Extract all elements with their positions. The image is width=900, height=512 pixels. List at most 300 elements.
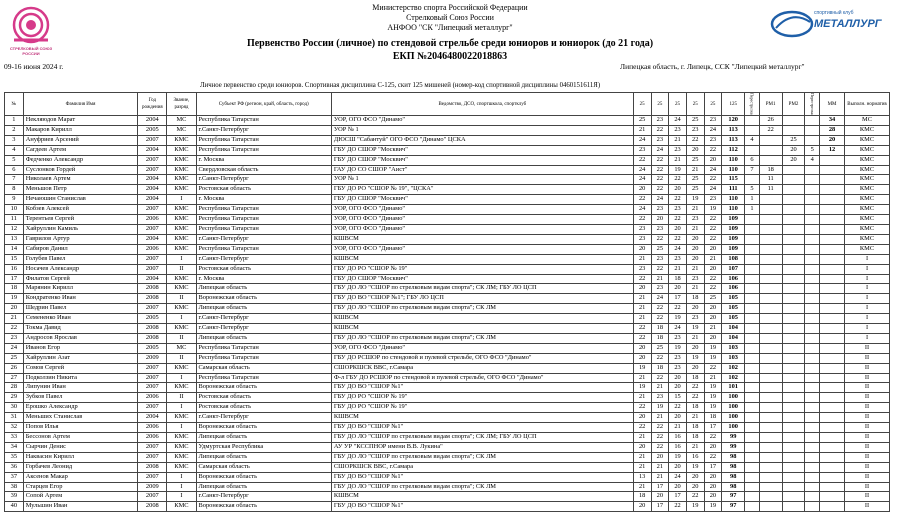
table-cell: Андросов Ярослав [23, 333, 138, 343]
table-cell [805, 254, 820, 264]
table-cell: II [845, 343, 890, 353]
table-cell [759, 482, 782, 492]
table-cell [745, 254, 760, 264]
table-cell: 20 [704, 155, 722, 165]
table-cell: 20 [633, 413, 651, 423]
competition-title: Первенство России (личное) по стендовой стрельбе среди юниоров и юниорок (до 21 года) [246, 38, 654, 49]
table-cell: 6 [5, 165, 24, 175]
table-cell [805, 353, 820, 363]
table-cell: 23 [686, 274, 704, 284]
table-row [5, 175, 890, 185]
table-cell: 2005 [138, 343, 167, 353]
table-row [5, 442, 890, 452]
table-cell: II [845, 462, 890, 472]
table-cell: 2007 [138, 264, 167, 274]
table-cell: 20 [686, 304, 704, 314]
table-cell: 2004 [138, 185, 167, 195]
table-cell [782, 324, 805, 334]
table-cell: Ерошко Александр [23, 403, 138, 413]
table-cell: Шедрин Павел [23, 304, 138, 314]
table-cell: 28 [820, 125, 845, 135]
table-cell: 25 [704, 294, 722, 304]
table-cell: КМС [167, 363, 196, 373]
table-cell: 18 [686, 294, 704, 304]
table-cell [820, 274, 845, 284]
table-cell: 112 [722, 145, 745, 155]
table-cell: Токма Давид [23, 324, 138, 334]
table-cell: 6 [745, 155, 760, 165]
table-row [5, 264, 890, 274]
table-cell: 22 [704, 175, 722, 185]
table-cell: 27 [5, 373, 24, 383]
table-cell: 21 [651, 274, 669, 284]
table-cell [745, 363, 760, 373]
table-cell: 15 [5, 254, 24, 264]
table-cell [745, 145, 760, 155]
table-cell: I [167, 373, 196, 383]
table-cell: Республика Татарстан [196, 215, 331, 225]
table-cell: 2004 [138, 195, 167, 205]
table-cell: 18 [686, 403, 704, 413]
table-cell: г.Санкт-Петербург [196, 324, 331, 334]
table-cell [782, 482, 805, 492]
table-cell: 2 [5, 125, 24, 135]
table-cell: 21 [686, 264, 704, 274]
column-header: Фамилия Имя [23, 93, 138, 116]
table-cell: Воронежская область [196, 472, 331, 482]
left-logo-label: СТРЕЛКОВЫЙ СОЮЗ РОССИИ [9, 46, 53, 56]
table-cell: 22 [669, 502, 687, 512]
table-cell: АУ УР "КССПНОР имени В.В. Лукина" [331, 442, 633, 452]
table-cell: 22 [633, 195, 651, 205]
table-cell [782, 393, 805, 403]
table-cell: 11 [5, 215, 24, 225]
table-cell: КМС [845, 125, 890, 135]
table-cell: КШВСМ [331, 324, 633, 334]
table-cell: 21 [669, 135, 687, 145]
table-cell: 24 [669, 116, 687, 126]
table-cell: 22 [704, 284, 722, 294]
table-cell: 25 [686, 175, 704, 185]
table-cell [759, 433, 782, 443]
table-cell [805, 462, 820, 472]
table-cell [805, 324, 820, 334]
table-cell [782, 264, 805, 274]
table-cell: 21 [669, 264, 687, 274]
table-cell: 105 [722, 304, 745, 314]
table-cell: 24 [651, 145, 669, 155]
table-cell: 2007 [138, 304, 167, 314]
table-cell [759, 195, 782, 205]
table-cell: II [845, 383, 890, 393]
table-cell [759, 462, 782, 472]
table-cell [805, 393, 820, 403]
table-cell: 20 [782, 155, 805, 165]
table-cell [805, 403, 820, 413]
table-cell: 99 [722, 442, 745, 452]
table-cell: 11 [759, 175, 782, 185]
table-cell [820, 185, 845, 195]
table-cell: 22 [651, 185, 669, 195]
table-cell: Свердловская область [196, 165, 331, 175]
table-cell [759, 215, 782, 225]
table-cell: Меньших Станислав [23, 413, 138, 423]
table-cell: 20 [782, 145, 805, 155]
table-cell: 24 [704, 125, 722, 135]
table-cell: 21 [686, 333, 704, 343]
table-cell: 21 [633, 125, 651, 135]
table-cell: 16 [686, 452, 704, 462]
table-cell [745, 324, 760, 334]
table-cell: 25 [782, 135, 805, 145]
table-cell: II [845, 363, 890, 373]
table-cell [759, 472, 782, 482]
column-header: 25 [633, 93, 651, 116]
table-cell [805, 304, 820, 314]
table-cell: 22 [633, 155, 651, 165]
table-cell [820, 294, 845, 304]
table-cell: 9 [5, 195, 24, 205]
table-cell: Иванов Егор [23, 343, 138, 353]
table-cell [805, 423, 820, 433]
table-cell [782, 116, 805, 126]
table-cell: 18 [704, 413, 722, 423]
table-cell [805, 373, 820, 383]
table-cell: 23 [5, 333, 24, 343]
table-cell: 23 [651, 116, 669, 126]
table-cell [745, 492, 760, 502]
table-cell: КМС [167, 502, 196, 512]
table-cell [782, 343, 805, 353]
table-cell [782, 462, 805, 472]
table-cell [759, 343, 782, 353]
table-row [5, 165, 890, 175]
table-row [5, 185, 890, 195]
table-cell: КМС [845, 175, 890, 185]
table-cell [782, 195, 805, 205]
table-cell: КМС [845, 185, 890, 195]
table-cell: 22 [704, 363, 722, 373]
table-cell: 22 [651, 155, 669, 165]
table-cell: 5 [805, 145, 820, 155]
table-cell [782, 502, 805, 512]
table-cell: 21 [633, 462, 651, 472]
table-cell: 22 [704, 145, 722, 155]
table-cell: 20 [686, 234, 704, 244]
table-row [5, 403, 890, 413]
table-cell: ГБУ ДО СШОР "Москвич" [331, 145, 633, 155]
table-cell: Николаев Артем [23, 175, 138, 185]
table-row [5, 423, 890, 433]
table-cell: 102 [722, 373, 745, 383]
table-cell: 34 [820, 116, 845, 126]
table-cell [782, 314, 805, 324]
table-cell: 104 [722, 333, 745, 343]
table-cell [759, 373, 782, 383]
table-cell: 20 [704, 244, 722, 254]
table-row [5, 215, 890, 225]
table-cell: 22 [686, 492, 704, 502]
table-cell [759, 284, 782, 294]
table-cell [759, 363, 782, 373]
table-cell: 23 [651, 393, 669, 403]
table-cell [805, 165, 820, 175]
table-cell: 2008 [138, 284, 167, 294]
table-cell: 2007 [138, 373, 167, 383]
table-cell: 113 [722, 135, 745, 145]
table-cell: 22 [669, 304, 687, 314]
table-cell [745, 284, 760, 294]
table-cell [805, 274, 820, 284]
table-cell: Голубев Павел [23, 254, 138, 264]
table-cell: 20 [633, 343, 651, 353]
table-cell: Липецкая область [196, 452, 331, 462]
table-cell [820, 363, 845, 373]
table-cell: КШВСМ [331, 254, 633, 264]
table-cell [820, 155, 845, 165]
table-cell: 22 [704, 234, 722, 244]
table-cell: 25 [633, 116, 651, 126]
table-cell: II [167, 333, 196, 343]
table-cell [805, 294, 820, 304]
table-cell: 7 [5, 175, 24, 185]
table-cell: ГБУ ДО СШОР "Москвич" [331, 155, 633, 165]
table-cell: 21 [669, 155, 687, 165]
table-cell: 16 [669, 433, 687, 443]
table-cell: 18 [686, 433, 704, 443]
table-cell: 20 [704, 472, 722, 482]
table-cell: ГБУ ДО РО "СШОР № 19", "ЦСКА" [331, 185, 633, 195]
table-cell: Республика Татарстан [196, 145, 331, 155]
table-cell: 23 [669, 205, 687, 215]
table-cell [759, 452, 782, 462]
table-cell: КМС [845, 234, 890, 244]
table-cell: 2005 [138, 125, 167, 135]
table-cell [805, 224, 820, 234]
union-name: Стрелковый Союз России [406, 13, 494, 22]
table-cell: 98 [722, 452, 745, 462]
table-cell: 24 [633, 165, 651, 175]
table-cell: КШВСМ [331, 492, 633, 502]
table-cell: 16 [669, 442, 687, 452]
table-cell: 21 [686, 205, 704, 215]
table-cell: 22 [704, 274, 722, 284]
table-cell: КМС [167, 413, 196, 423]
table-cell: 18 [633, 492, 651, 502]
table-cell [820, 393, 845, 403]
table-cell [805, 314, 820, 324]
table-cell: II [845, 492, 890, 502]
column-header: 25 [669, 93, 687, 116]
table-cell: I [845, 284, 890, 294]
table-cell: 20 [686, 145, 704, 155]
table-cell: 25 [686, 185, 704, 195]
table-cell: 23 [651, 284, 669, 294]
column-header: Перестрелка [805, 93, 820, 116]
table-cell: 23 [633, 234, 651, 244]
table-cell: 110 [722, 205, 745, 215]
table-cell: 17 [704, 423, 722, 433]
table-cell [745, 413, 760, 423]
table-cell: 20 [633, 442, 651, 452]
table-row [5, 324, 890, 334]
table-cell: КМС [845, 224, 890, 234]
table-cell: Липунин Иван [23, 383, 138, 393]
table-cell: г.Санкт-Петербург [196, 125, 331, 135]
table-cell: 18 [669, 274, 687, 284]
table-cell: II [845, 373, 890, 383]
table-cell [782, 442, 805, 452]
table-cell: 29 [5, 393, 24, 403]
table-cell: 25 [5, 353, 24, 363]
table-cell: 105 [722, 294, 745, 304]
table-cell: 22 [669, 195, 687, 205]
table-cell: Кобзев Алексей [23, 205, 138, 215]
table-cell: 23 [633, 224, 651, 234]
table-cell: ГБУ ДО ВО "СШОР №1"; ГБУ ЛО ЦСП [331, 294, 633, 304]
table-cell: 106 [722, 274, 745, 284]
table-cell: 22 [651, 175, 669, 185]
table-cell: 97 [722, 502, 745, 512]
table-cell: 22 [651, 423, 669, 433]
column-header: Ведомство, ДСО, спортшкола, спортклуб [331, 93, 633, 116]
table-cell: 12 [820, 145, 845, 155]
table-cell: 21 [669, 423, 687, 433]
table-cell: 4 [805, 155, 820, 165]
table-cell: Воронежская область [196, 423, 331, 433]
table-cell: 22 [651, 264, 669, 274]
discipline-subtitle: Личное первенство среди юниоров. Спортивная дисциплина С-125, скит 125 мишеней (номер-код спортивной дисциплины 0460151611Я) [200, 82, 601, 89]
table-cell: 19 [686, 353, 704, 363]
table-cell: 2007 [138, 155, 167, 165]
table-cell [745, 423, 760, 433]
table-cell: Липецкая область [196, 333, 331, 343]
table-row [5, 393, 890, 403]
table-cell: ГБУ ДО ВО "СШОР №1" [331, 383, 633, 393]
table-cell: I [167, 195, 196, 205]
table-cell: КШВСМ [331, 234, 633, 244]
table-cell: 19 [704, 383, 722, 393]
table-cell [759, 502, 782, 512]
table-cell: Федченко Александр [23, 155, 138, 165]
table-cell: 22 [633, 274, 651, 284]
table-cell [805, 452, 820, 462]
table-cell: 2004 [138, 145, 167, 155]
table-cell [759, 383, 782, 393]
table-cell: 33 [5, 433, 24, 443]
table-cell: 22 [651, 125, 669, 135]
table-cell: 20 [669, 185, 687, 195]
table-cell: 2008 [138, 294, 167, 304]
table-cell: Ростовская область [196, 393, 331, 403]
results-table [4, 92, 890, 512]
table-cell [745, 274, 760, 284]
table-cell [745, 383, 760, 393]
table-cell: ГБУ ДО ЛО "СШОР по стрелковым видам спорта"; СК ЛМ; ГБУ ЛО ЦСП [331, 284, 633, 294]
table-row [5, 116, 890, 126]
table-cell: Сабиров Данил [23, 244, 138, 254]
table-cell: 1 [745, 195, 760, 205]
table-cell [745, 393, 760, 403]
table-cell [820, 205, 845, 215]
table-cell: 2006 [138, 423, 167, 433]
table-cell: 20 [704, 442, 722, 452]
table-cell: Удмуртская Республика [196, 442, 331, 452]
table-cell: Липецкая область [196, 433, 331, 443]
table-cell: II [845, 472, 890, 482]
table-row [5, 304, 890, 314]
table-cell [805, 175, 820, 185]
table-cell: 18 [686, 373, 704, 383]
table-cell: 20 [704, 482, 722, 492]
table-cell: 22 [704, 433, 722, 443]
table-cell: УОР № 1 [331, 125, 633, 135]
table-cell: I [167, 403, 196, 413]
table-cell: II [845, 413, 890, 423]
table-cell: 23 [704, 135, 722, 145]
table-cell [759, 234, 782, 244]
table-cell: 23 [651, 254, 669, 264]
table-cell: 13 [5, 234, 24, 244]
table-cell [745, 502, 760, 512]
table-cell: 103 [722, 343, 745, 353]
table-cell: ГБУ ДО ЛО "СШОР по стрелковым видам спорта"; СК ЛМ [331, 482, 633, 492]
table-cell: Аксенов Макар [23, 472, 138, 482]
table-cell: 22 [633, 333, 651, 343]
table-cell: 22 [651, 165, 669, 175]
table-cell: КМС [167, 234, 196, 244]
table-cell: I [845, 264, 890, 274]
table-cell: Воронежская область [196, 383, 331, 393]
column-header: № [5, 93, 24, 116]
table-cell: 19 [5, 294, 24, 304]
table-cell: I [845, 333, 890, 343]
table-cell [745, 472, 760, 482]
table-cell: II [845, 442, 890, 452]
table-cell: II [167, 393, 196, 403]
table-cell: 2008 [138, 502, 167, 512]
table-cell: Гаврилов Артур [23, 234, 138, 244]
table-cell: 34 [5, 442, 24, 452]
column-header: Выполн. норматив [845, 93, 890, 116]
table-cell: 107 [722, 264, 745, 274]
table-cell: Суслонков Гордей [23, 165, 138, 175]
table-cell: г.Санкт-Петербург [196, 175, 331, 185]
table-cell: Республика Татарстан [196, 343, 331, 353]
table-cell: I [167, 472, 196, 482]
table-cell [745, 264, 760, 274]
table-cell: КМС [845, 165, 890, 175]
table-cell: г.Санкт-Петербург [196, 254, 331, 264]
table-cell: 2006 [138, 244, 167, 254]
table-cell: 22 [704, 215, 722, 225]
table-cell: 108 [722, 254, 745, 264]
table-cell: УОР, ОГО ФСО "Динамо" [331, 343, 633, 353]
table-cell: 4 [5, 145, 24, 155]
table-row [5, 413, 890, 423]
table-cell: ГБУ ДО ВО "СШОР №1" [331, 472, 633, 482]
table-cell: II [845, 452, 890, 462]
table-cell: 19 [669, 165, 687, 175]
table-cell [759, 294, 782, 304]
table-cell: 20 [651, 452, 669, 462]
table-cell [759, 155, 782, 165]
table-cell [759, 145, 782, 155]
table-cell: 19 [686, 502, 704, 512]
table-cell: 39 [5, 492, 24, 502]
table-cell: ГБУ ДО ЛО "СШОР по стрелковым видам спорта"; СК ЛМ [331, 304, 633, 314]
table-cell: 20 [704, 314, 722, 324]
